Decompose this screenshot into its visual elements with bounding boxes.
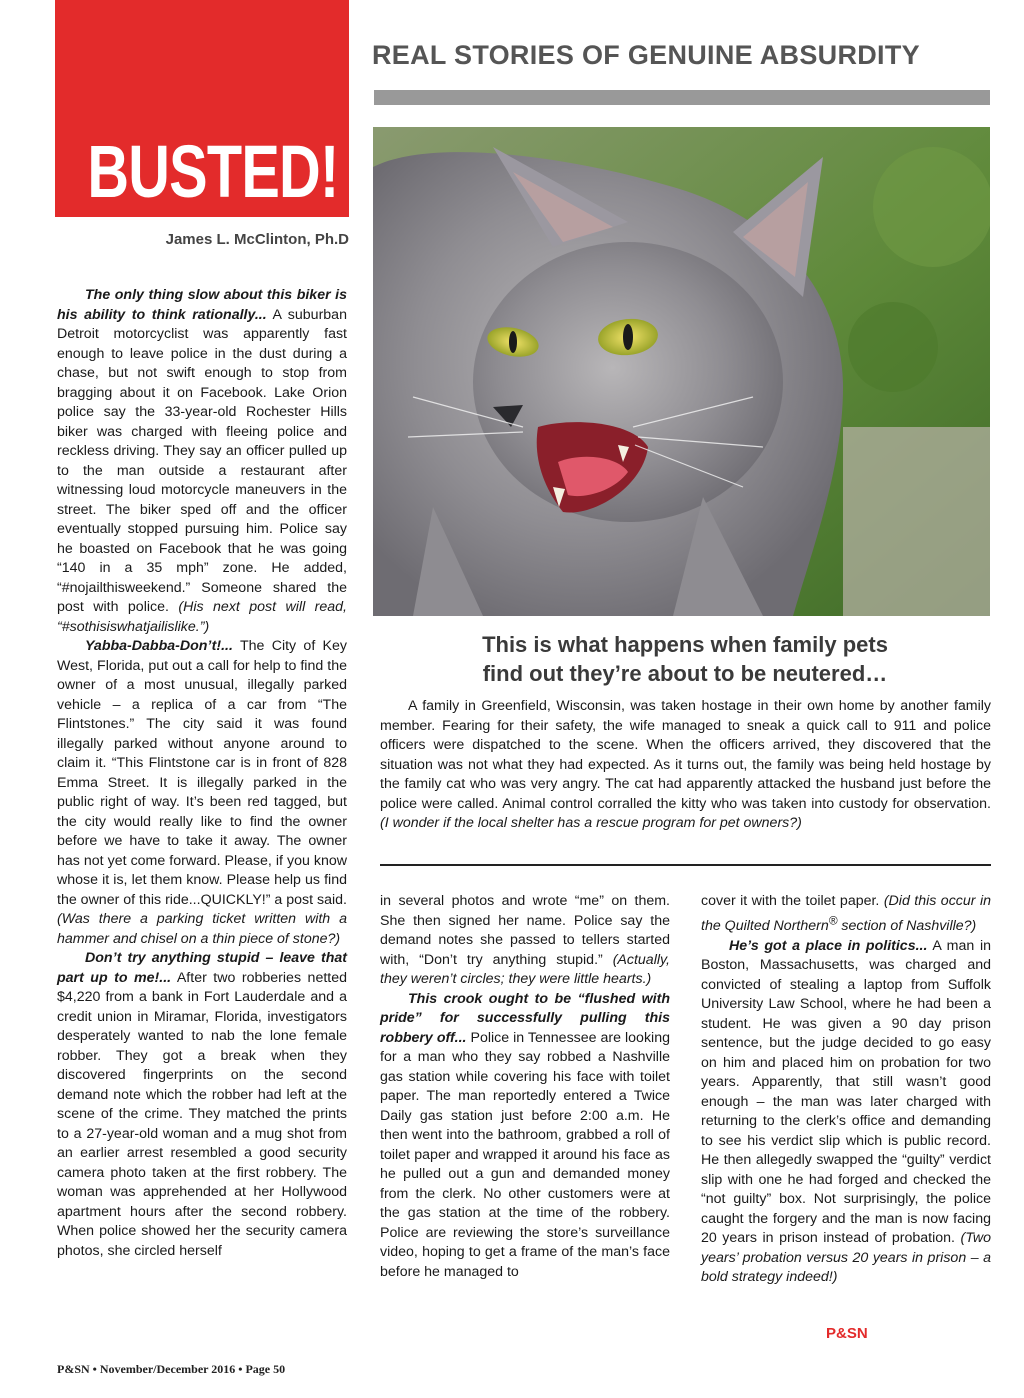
feature-story-aside: (I wonder if the local shelter has a rescue program for pet owners?) [380,815,802,831]
banner-title: REAL STORIES OF GENUINE ABSURDITY [372,40,920,70]
caption-line-1: This is what happens when family pets [482,632,888,657]
column-1 [57,286,347,1261]
story-aside: (Two years’ probation versus 20 years in prison – a bold strategy indeed!) [701,1230,991,1286]
banner-divider [374,90,990,105]
story-robber-continued [380,892,670,990]
aside-text: section of Nashville?) [837,918,977,935]
caption-line-2: find out they’re about to be neutered… [482,661,888,686]
story-body: A suburban Detroit motorcyclist was apparently fast enough to leave police in the dust during a chase, but not swift enough to stop from bragging about it on Facebook. Lake Orion police say the 33-year-old Rochester Hills biker was charged with fleeing police and reckless driving. They say an officer pulled up to the man outside a restaurant after witnessing loud motorcycle maneuvers in the street. The biker sped off and the officer eventually stopped pursuing him. Police say he boasted on Facebook that he was going “140 in a 35 mph” zone. He added, “#nojailthisweekend.” Someone shared the post with police. [57,306,347,615]
story-body: After two robberies netted $4,220 from a bank in Fort Lauderdale and a credit union in Miramar, Florida, investigators desperately wanted to nab the lone female robber. They got a break when they discovered fingerprints on the second demand note which the robber had left at the scene of the crime. They matched the prints to a 27-year-old woman and a mug shot from an earlier arrest resembled a good security camera photo taken at the first robbery. The woman was apprehended at her Hollywood apartment hours after the second robbery. When police showed her the security camera photos, she circled herself [57,969,347,1259]
registered-mark: ® [828,913,838,928]
feature-story-body: A family in Greenfield, Wisconsin, was taken hostage in their own home by another family member. Fearing for their safety, the wife managed to sneak a quick call to 911 and police officers were dispatched to the scene. When the officers arrived, they discovered that the situation was not what they had expected. As it turns out, the family was being held hostage by the family cat who was very angry. The cat had apparently attacked the husband just before the police were called. Animal control corralled the kitty who was taken into custody for observation. [380,698,991,812]
author-byline: James L. McClinton, Ph.D [165,231,349,248]
story-aside: (Was there a parking ticket written with a hammer and chisel on a thin piece of stone?) [57,911,347,947]
story-biker [57,286,347,637]
article-signoff: P&SN [826,1325,868,1342]
story-headline: He’s got a place in politics... [729,937,928,954]
story-headline: This crook ought to be “flushed with pride” for successfully pulling this robbery off... [380,990,670,1046]
story-politics [701,937,991,1288]
section-title: BUSTED! [87,130,339,213]
feature-story [380,697,991,834]
busted-title-block [55,0,349,217]
page-footer: P&SN • November/December 2016 • Page 50 [57,1362,286,1376]
story-body: Police in Tennessee are looking for a man who they say robbed a Nashville gas station while covering his face with toilet paper. The man reportedly entered a Twice Daily gas station just before 2:00 a.m. He then went into the bathroom, grabbed a roll of toilet paper and wrapped it around his face as he pulled out a gun and demanded money from the clerk. No other customers were at the gas station at the time of the robbery. Police are reviewing the store’s surveillance video, hoping to get a frame of the man’s face before he managed to [380,1029,670,1280]
story-robber [57,949,347,1261]
story-body: in several photos and wrote “me” on them. She then signed her name. Police say the demand notes she passed to tellers started with, “Don’t try anything stupid.” [380,893,670,968]
aside-text: (Did this occur in the Quilted Northern [701,893,991,935]
story-headline: Yabba-Dabba-Don’t!... [85,638,233,654]
story-aside: (Actually, they weren’t circles; they were little hearts.) [380,951,670,987]
story-headline: Don’t try anything stupid – leave that part up to me!... [57,950,347,986]
story-body: cover it with the toilet paper. [701,893,880,909]
story-headline: The only thing slow about this biker is his ability to think rationally... [57,287,347,323]
story-toilet-continued [701,892,991,937]
story-toilet-paper [380,990,670,1283]
section-rule [380,864,991,866]
story-body: A man in Boston, Massachusetts, was charged and convicted of stealing a laptop from Suffolk University Law School, where he had been a student. He was given a 90 day prison sentence, but the judge decided to go easy on him and placed him on probation for two years. Apparently, that still wasn’t good enough – the man was later charged with returning to the clerk’s office and demanding to see his verdict slip which is public record. He then allegedly swapped the “guilty” verdict slip with one he had forged and checked the “not guilty” box. Not surprisingly, the police caught the forgery and the man is now facing 20 years in prison instead of probation. [701,937,991,1247]
angry-cat-photo [373,127,990,616]
column-2 [380,892,670,1282]
photo-caption [380,630,990,688]
story-flintstone [57,637,347,949]
story-body: The City of Key West, Florida, put out a call for help to find the owner of a most unusual, illegally parked vehicle – a replica of a car from “The Flintstones.” The city said it was found illegally parked without anyone around to claim it. “This Flintstone car is in front of 828 Emma Street. It is illegally parked in the public right of way. It’s been red tagged, but the city would really like to find the owner before we have to take it away. The owner has not yet come forward. Please, if you know whose it is, let them know. Please help us find the owner of this ride...QUICKLY!” a post said. [57,638,347,908]
story-aside: (His next post will read, “#sothisiswhatjailislike.”) [57,599,347,635]
column-3 [701,892,991,1288]
